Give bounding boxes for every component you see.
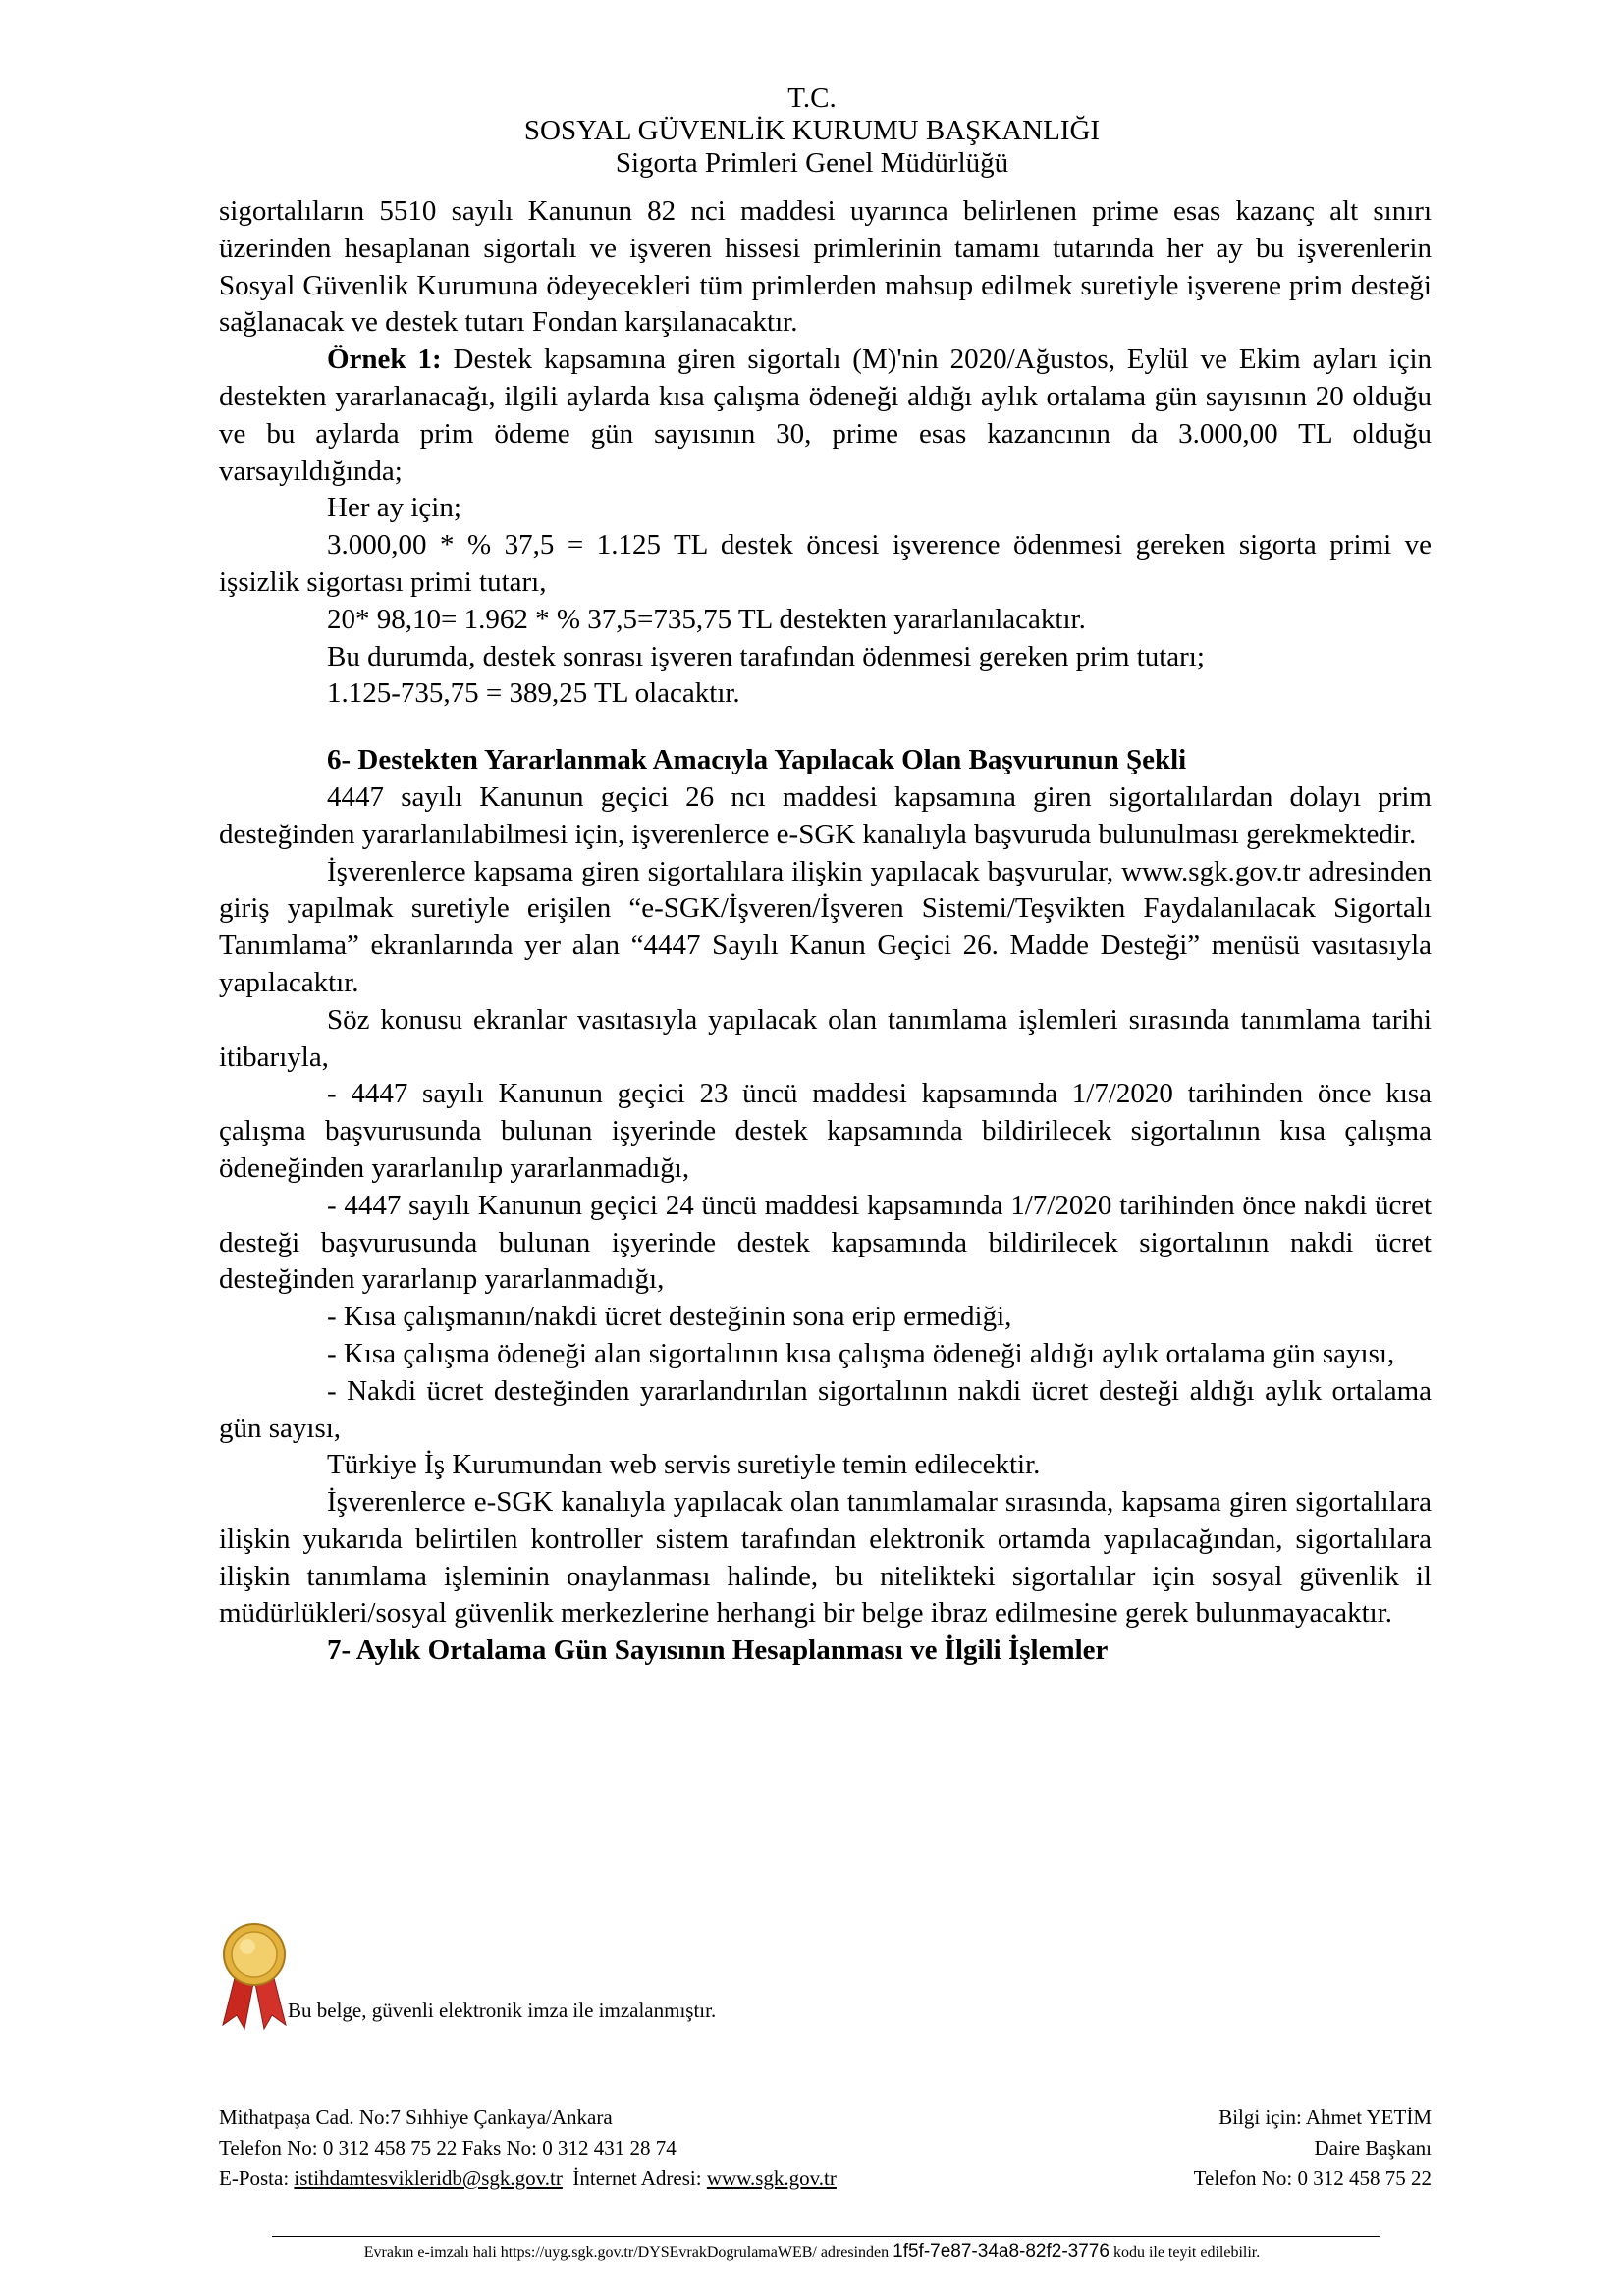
footer-divider — [272, 2236, 1380, 2237]
web-label: İnternet Adresi: — [562, 2166, 707, 2190]
header-country: T.C. — [787, 82, 837, 114]
footer-phone: Telefon No: 0 312 458 75 22 Faks No: 0 312 431 28 74 — [219, 2136, 677, 2160]
list-item: - Kısa çalışmanın/nakdi ücret desteğinin sona erip ermediği, — [327, 1301, 1012, 1333]
e-signature-note: Bu belge, güvenli elektronik imza ile imzalanmıştır. — [288, 1999, 717, 2022]
list-item: - Kısa çalışma ödeneği alan sigortalının kısa çalışma ödeneği aldığı aylık ortalama gün sayısı, — [327, 1337, 1395, 1369]
paragraph: Söz konusu ekranlar vasıtasıyla yapılacak olan tanımlama işlemleri sırasında tanımlama tarihi itibarıyla, — [219, 1003, 1432, 1073]
verification-suffix: kodu ile teyit edilebilir. — [1109, 2244, 1261, 2261]
calc-line: 1.125-735,75 = 389,25 TL olacaktır. — [327, 677, 740, 710]
section-7-title: 7- Aylık Ortalama Gün Sayısının Hesaplanması ve İlgili İşlemler — [327, 1634, 1109, 1667]
paragraph: 4447 sayılı Kanunun geçici 26 ncı maddesi kapsamına giren sigortalılardan dolayı prim desteğinden yararlanılabilmesi için, işverenlerce e-SGK kanalıyla başvuruda bulunulması gerekmektedir. — [219, 780, 1432, 850]
spacer — [219, 713, 1432, 742]
example-label: Örnek 1: — [327, 344, 442, 376]
calc-line: Her ay için; — [327, 492, 461, 524]
paragraph: Türkiye İş Kurumundan web servis suretiyle temin edilecektir. — [327, 1449, 1041, 1481]
contact-person: Bilgi için: Ahmet YETİM — [1218, 2106, 1432, 2129]
document-header — [0, 82, 1624, 180]
contact-phone: Telefon No: 0 312 458 75 22 — [1193, 2166, 1432, 2190]
contact-title: Daire Başkanı — [1314, 2136, 1432, 2160]
list-item: - Nakdi ücret desteğinden yararlandırılan sigortalının nakdi ücret desteği aldığı aylık ortalama gün sayısı, — [219, 1374, 1432, 1444]
document-body — [219, 193, 1432, 1670]
paragraph: İşverenlerce e-SGK kanalıyla yapılacak olan tanımlamalar sırasında, kapsama giren sigortalılara ilişkin yukarıda belirtilen kontroller sistem tarafından elektronik ortamda yapılacağından, sigortalılara ilişkin tanımlama işleminin onaylanması halinde, bu nitelikteki sigortalılar için sosyal güvenlik il müdürlükleri/sosyal güvenlik merkezlerine herhangi bir belge ibraz edilmesine gerek bulunmayacaktır. — [219, 1486, 1432, 1629]
email-link[interactable]: istihdamtesvikleridb@sgk.gov.tr — [294, 2166, 563, 2190]
example-text: Destek kapsamına giren sigortalı (M)'nin 2020/Ağustos, Eylül ve Ekim ayları için destekten yararlanacağı, ilgili aylarda kısa çalışma ödeneği aldığı aylık ortalama gün sayısının 20 olduğu ve bu aylarda prim ödeme gün sayısının 30, prime esas kazancının da 3.000,00 TL olduğu varsayıldığında; — [219, 344, 1432, 487]
email-label: E-Posta: — [219, 2166, 295, 2190]
header-institution: SOSYAL GÜVENLİK KURUMU BAŞKANLIĞI — [523, 115, 1101, 146]
footer-address-block — [219, 2103, 837, 2194]
header-department: Sigorta Primleri Genel Müdürlüğü — [615, 147, 1009, 179]
verification-prefix: Evrakın e-imzalı hali https://uyg.sgk.gov.tr/DYSEvrakDogrulamaWEB/ adresinden — [363, 2244, 893, 2261]
calc-line: Bu durumda, destek sonrası işveren tarafından ödenmesi gereken prim tutarı; — [327, 640, 1205, 672]
paragraph: İşverenlerce kapsama giren sigortalılara ilişkin yapılacak başvurular, www.sgk.gov.tr adresinden giriş yapılmak suretiyle erişilen “e-SGK/İşveren/İşveren Sistemi/Teşvikten Faydalanılacak Sigortalı Tanımlama” ekranlarında yer alan “4447 Sayılı Kanun Geçici 26. Madde Desteği” menüsü vasıtasıyla yapılacaktır. — [219, 855, 1432, 998]
section-6-title: 6- Destekten Yararlanmak Amacıyla Yapılacak Olan Başvurunun Şekli — [327, 744, 1187, 776]
website-link[interactable]: www.sgk.gov.tr — [706, 2166, 837, 2190]
seal-ribbon-icon — [215, 1919, 294, 2032]
verification-code: 1f5f-7e87-34a8-82f2-3776 — [893, 2241, 1110, 2262]
footer-address: Mithatpaşa Cad. No:7 Sıhhiye Çankaya/Ankara — [219, 2106, 613, 2129]
list-item: - 4447 sayılı Kanunun geçici 24 üncü maddesi kapsamında 1/7/2020 tarihinden önce nakdi ücret desteği başvurusunda bulunan işyerinde destek kapsamında bildirilecek sigortalının nakdi ücret desteğinden yararlanıp yararlanmadığı, — [219, 1189, 1432, 1296]
verification-line — [0, 2241, 1624, 2263]
list-item: - 4447 sayılı Kanunun geçici 23 üncü maddesi kapsamında 1/7/2020 tarihinden önce kısa çalışma başvurusunda bulunan işyerinde destek kapsamında bildirilecek sigortalının kısa çalışma ödeneğinden yararlanılıp yararlanmadığı, — [219, 1078, 1432, 1184]
paragraph: sigortalıların 5510 sayılı Kanunun 82 nci maddesi uyarınca belirlenen prime esas kazanç alt sınırı üzerinden hesaplanan sigortalı ve işveren hissesi primlerinin tamamı tutarında her ay bu işverenlerin Sosyal Güvenlik Kurumuna ödeyecekleri tüm primlerden mahsup edilmek suretiyle işverene prim desteği sağlanacak ve destek tutarı Fondan karşılanacaktır. — [219, 195, 1432, 339]
footer-contact-line — [219, 2163, 837, 2194]
calc-line: 20* 98,10= 1.962 * % 37,5=735,75 TL destekten yararlanılacaktır. — [327, 603, 1086, 635]
footer-contact-block — [1194, 2103, 1432, 2194]
calc-line: 3.000,00 * % 37,5 = 1.125 TL destek öncesi işverence ödenmesi gereken sigorta primi ve işsizlik sigortası primi tutarı, — [219, 529, 1432, 598]
example-paragraph — [219, 342, 1432, 490]
